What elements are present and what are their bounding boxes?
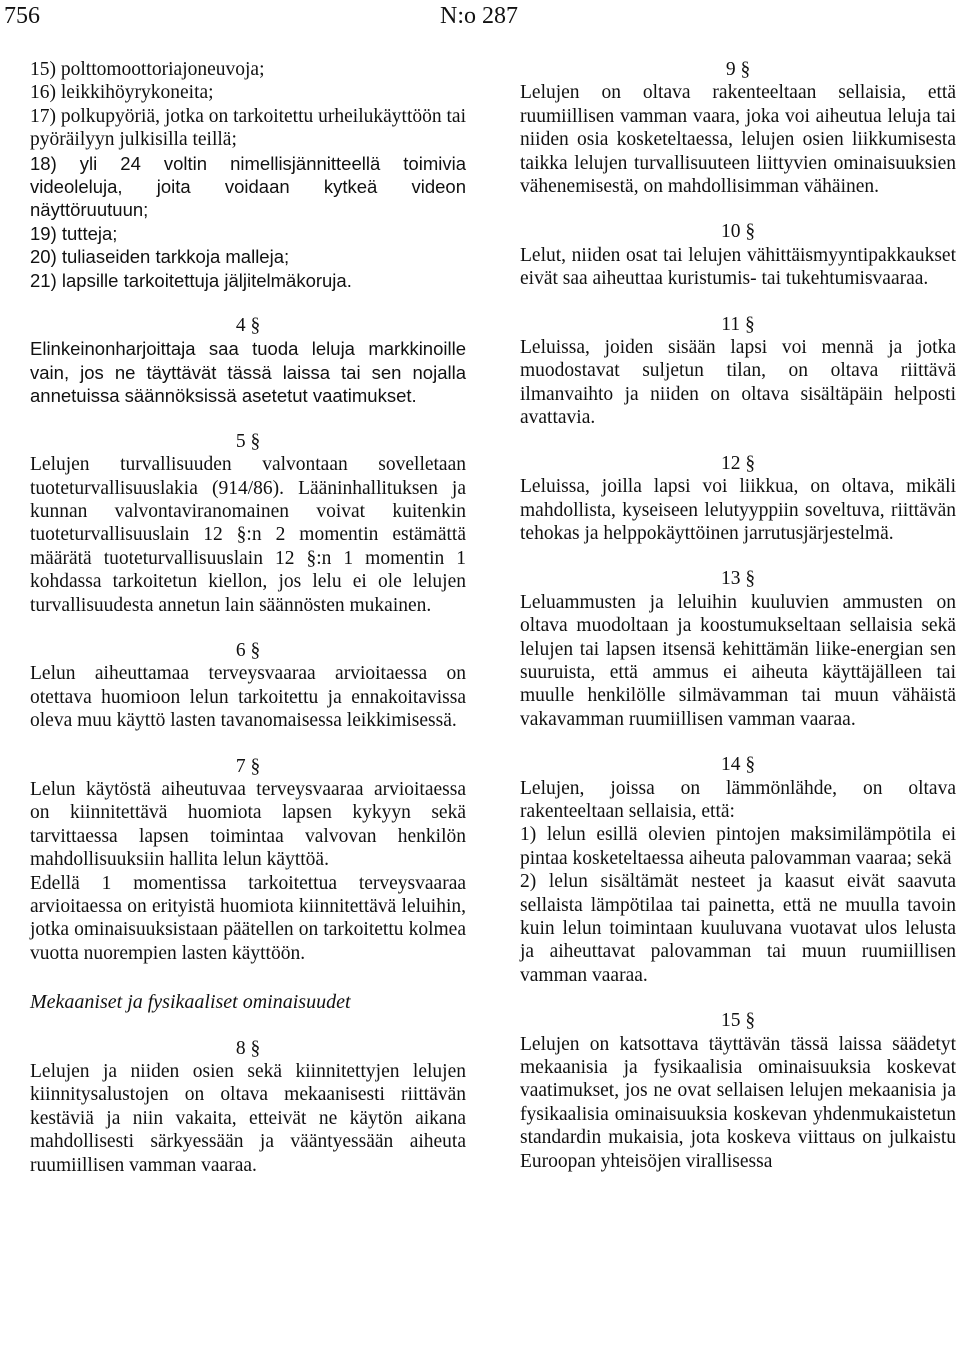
page-number: 756 (4, 3, 40, 29)
section-text: Lelujen, joissa on lämmönlähde, on oltava rakenteeltaan sellaisia, että: (520, 777, 956, 822)
issue-number: N:o 287 (440, 3, 518, 29)
section-title: 13 § (720, 568, 756, 590)
section-title: 8 § (235, 1037, 261, 1059)
section-title: 5 § (235, 430, 261, 452)
section-text: Lelun aiheuttamaa terveysvaaraa arvioitaessa on otettava huomioon lelun tarkoitettu ja ennakoitavissa oleva muu käyttö lasten tavanomaisessa leikkimisessä. (30, 663, 466, 732)
list-item: 17) polkupyöriä, jotka on tarkoitettu urheilukäyttöön tai pyöräilyyn julkisilla teillä; (30, 105, 466, 151)
list-item: 15) polttomoottoriajoneuvoja; (30, 59, 265, 80)
section-text: Lelujen ja niiden osien sekä kiinnitettyjen lelujen kiinnitysalustojen on oltava mekaanisesti riittävän kestäviä ja niin vakaita, etteivät ne käytön aikana mahdollisesti särkyessään ja vääntyessään aiheuta ruumiillisen vamman vaaraa. (30, 1061, 466, 1176)
section-title: 10 § (720, 221, 756, 243)
list-item: 16) leikkihöyrykoneita; (30, 82, 214, 104)
section-text: Lelut, niiden osat tai lelujen vähittäismyyntipakkaukset eivät saa aiheuttaa kuristumis- tai tukehtumisvaaraa. (520, 244, 956, 290)
section-title: 6 § (235, 639, 261, 661)
right-column (520, 58, 956, 1173)
section-text: Leluissa, joilla lapsi voi liikkua, on oltava, mikäli mahdollista, kyseiseen lelutyyppiin soveltuva, riittävän tehokas ja helppokäyttöinen jarrutusjärjestelmä. (520, 476, 956, 544)
section-title: 9 § (725, 59, 751, 80)
section-text: Lelun käytöstä aiheutuvaa terveysvaaraa arvioitaessa on kiinnitettävä huomiota lapsen kykyyn sekä tarvittaessa lapsen toimintaa valvovan henkilön mahdollisuuksiin hallita lelun käyttöä. (30, 778, 466, 871)
section-title: 12 § (720, 452, 756, 474)
left-column (30, 58, 466, 1177)
list-item: 19) tutteja; (30, 222, 118, 244)
section-text: Lelujen on oltava rakenteeltaan sellaisia, että ruumiillisen vamman vaara, joka voi aiheutua leluja tai niiden osia kosketeltaessa, lelujen osien liikkumisesta taikka lelujen turvallisuuteen liittyvien ominaisuuksien vähenemisestä, on mahdollisimman vähäinen. (520, 82, 956, 198)
section-title: 4 § (235, 315, 261, 337)
section-title: 7 § (235, 755, 261, 777)
section-text: Edellä 1 momentissa tarkoitettua terveysvaaraa arvioitaessa on erityistä huomiota kiinnitettävä leluihin, jotka ominaisuuksistaan päätellen on tarkoitettu kolmea vuotta nuorempien lasten käyttöön. (30, 872, 466, 964)
list-item: 2) lelun sisältämät nesteet ja kaasut eivät saavuta sellaista lämpötilaa tai painetta, että ne muulla tavoin kuin lelun toimintaan kuuluvana vuotavat ulos lelusta ja aiheuttavat palovamman tai muun ruumiillisen vamman vaaraa. (520, 871, 956, 986)
section-title: 14 § (720, 754, 756, 776)
section-title: 11 § (721, 313, 755, 335)
section-text: Elinkeinonharjoittaja saa tuoda leluja markkinoille vain, jos ne täyttävät tässä laissa tai sen nojalla annetuissa säännöksissä asetetut vaatimukset. (30, 338, 466, 407)
page-header (0, 2, 960, 30)
chapter-heading: Mekaaniset ja fysikaaliset ominaisuudet (30, 991, 351, 1014)
section-text: Leluammusten ja leluihin kuuluvien ammusten on oltava muodoltaan ja koostumukseltaan sellaisia sekä lelujen tai lapsen itsensä kehittämän liike-energian sen suuruista, että ammus ei aiheuta käyttäjälleen tai muulle henkilölle silmävamman tai muun vähäistä vakavamman ruumiillisen vamman vaaraa. (520, 591, 956, 730)
list-item: 21) lapsille tarkoitettuja jäljitelmäkoruja. (30, 269, 352, 291)
list-item: 18) yli 24 voltin nimellisjännitteellä toimivia videoleluja, joita voidaan kytkeä videon näyttöruutuun; (30, 152, 466, 221)
section-text: Lelujen on katsottava täyttävän tässä laissa säädetyt mekaanisia ja fysikaalisia ominaisuuksia koskevat vaatimukset, jos ne ovat sellaisen lelujen mekaanisia ja fysikaalisia ominaisuuksia koskevan yhdenmukaistetun standardin mukaisia, jota koskeva viittaus on julkaistu Euroopan yhteisöjen virallisessa (520, 1033, 956, 1172)
list-item: 20) tuliaseiden tarkkoja malleja; (30, 246, 290, 268)
section-text: Leluissa, joiden sisään lapsi voi mennä ja jotka muodostavat suljetun tilan, on oltava riittävä ilmanvaihto ja niiden on oltava sisältäpäin helposti avattavia. (520, 337, 956, 429)
section-text: Lelujen turvallisuuden valvontaan sovelletaan tuoteturvallisuuslakia (914/86). Lääninhallituksen ja kunnan valvontaviranomainen voivat kuitenkin tuoteturvallisuuslain 12 §:n 2 momentin estämättä määrätä tuoteturvallisuuslain 12 §:n 1 momentin 1 kohdassa tarkoitetun kiellon, jos lelu ei ole lelujen turvallisuudesta annetun lain säännösten mukainen. (30, 454, 466, 616)
list-item: 1) lelun esillä olevien pintojen maksimilämpötila ei pintaa kosketeltaessa aiheuta palovamman vaaraa; sekä (520, 824, 956, 869)
section-title: 15 § (720, 1010, 756, 1032)
